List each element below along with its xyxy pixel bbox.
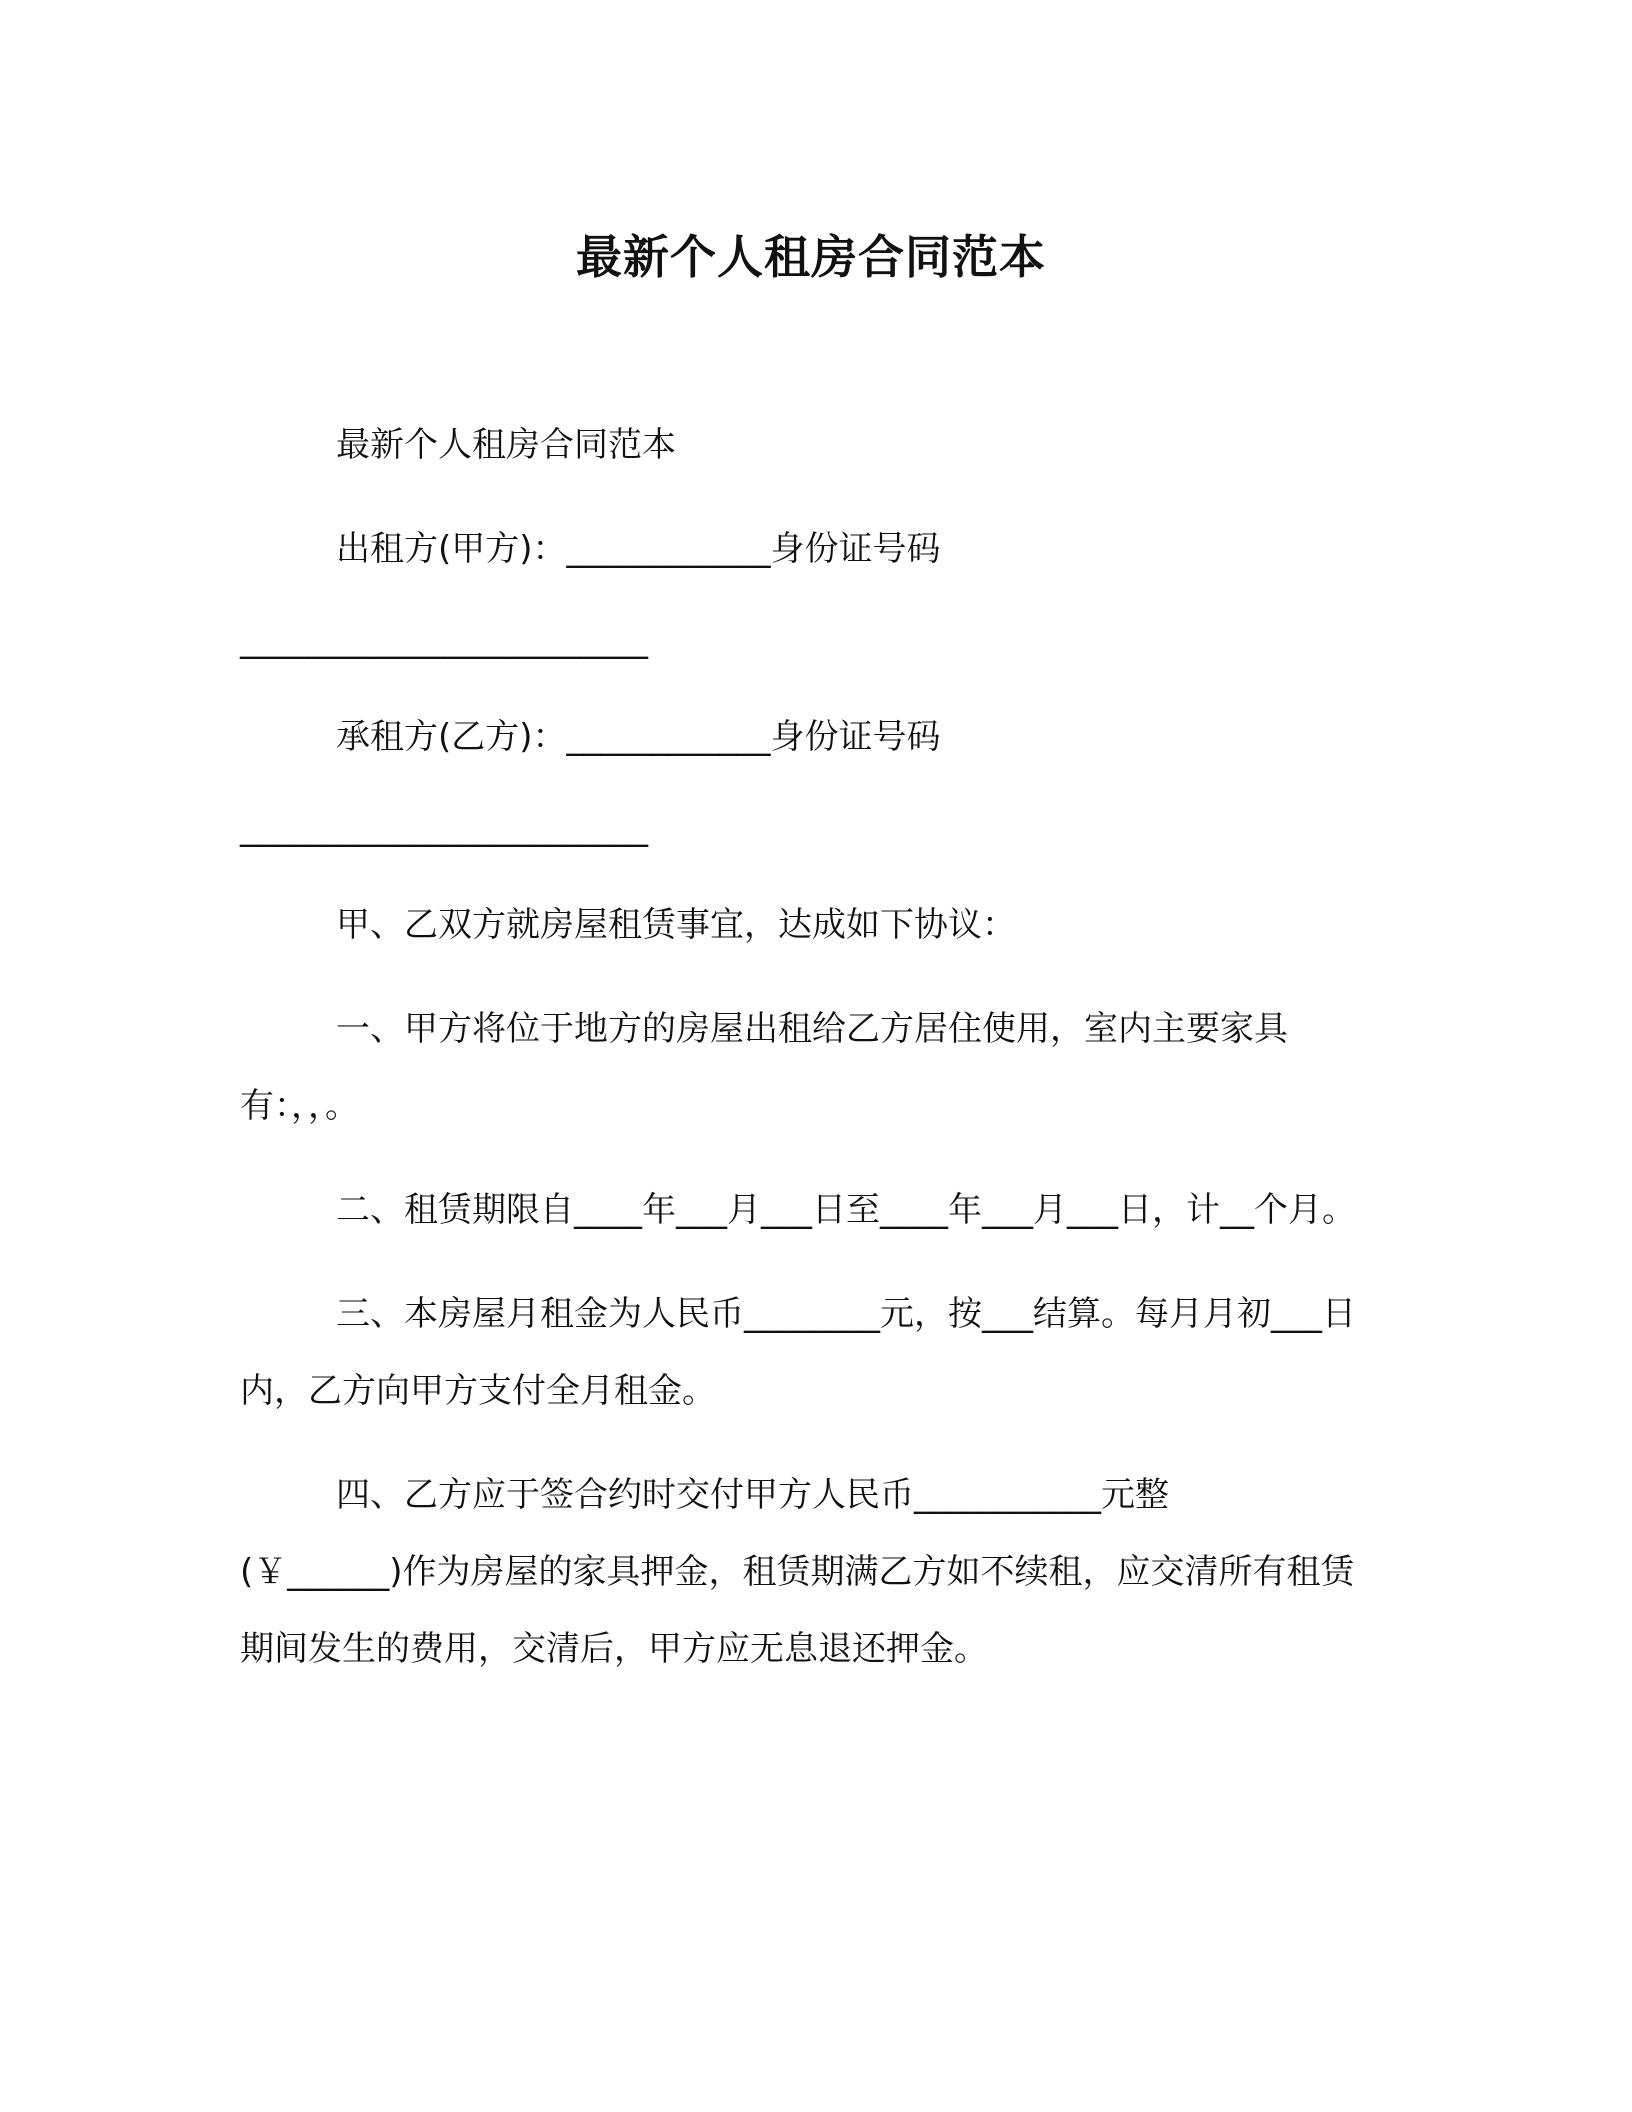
document-title: 最新个人租房合同范本 [576, 230, 1046, 284]
clause-4 [240, 1457, 1372, 1688]
lessee-id-blank: ________________________ [240, 808, 648, 848]
clause-4-rest: (￥______)作为房屋的家具押金，租赁期满乙方如不续租，应交清所有租赁期间发生的费用，交清后，甲方应无息退还押金。 [240, 1552, 1355, 1669]
document-body [240, 407, 1372, 1688]
clause-2: 二、租赁期限自____年___月___日至____年___月___日，计__个月。 [336, 1190, 1356, 1230]
lessee-line: 承租方(乙方)：____________身份证号码 [336, 717, 941, 757]
lessor-id-blank: ________________________ [240, 620, 648, 660]
clause-1: 一、甲方将位于地方的房屋出租给乙方居住使用，室内主要家具有：，，。 [240, 1009, 1288, 1126]
agreement-intro: 甲、乙双方就房屋租赁事宜，达成如下协议： [336, 905, 1016, 945]
clause-4-first-line: 四、乙方应于签合约时交付甲方人民币___________元整 [336, 1475, 1169, 1515]
lessor-line: 出租方(甲方)：____________身份证号码 [336, 529, 941, 569]
subtitle-paragraph: 最新个人租房合同范本 [336, 425, 676, 465]
clause-3: 三、本房屋月租金为人民币________元，按___结算。每月月初___日内，乙方向甲方支付全月租金。 [240, 1294, 1356, 1411]
